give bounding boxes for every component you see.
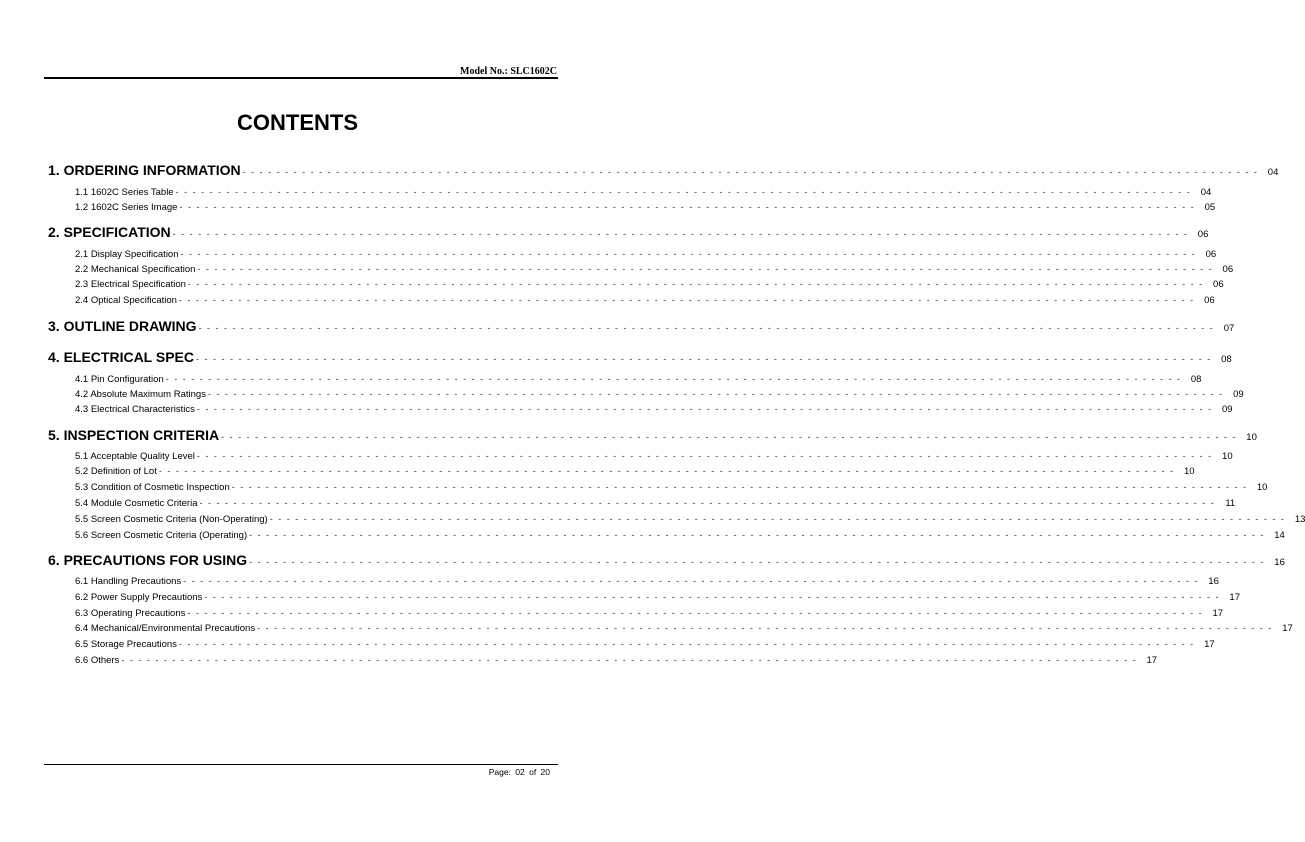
dot-leader: - - - - - - - - - - - - - - - - - - - - - - - - - - - - - - - - - - - - - - - - - - - - - - - - - - - - - - - - - - - - - - - - - - - - - - - - - - - - - - - - - - - - - - - - - - - - - - - - - - - - - - - - - - - - - - - - - - - - - - - - [231, 482, 1248, 492]
toc-entry [75, 295, 1215, 306]
toc-section [48, 162, 1279, 178]
toc-page-number: 04 [1200, 187, 1212, 198]
toc-page-number: 17 [1146, 655, 1158, 666]
dot-leader: - - - - - - - - - - - - - - - - - - - - - - - - - - - - - - - - - - - - - - - - - - - - - - - - - - - - - - - - - - - - - - - - - - - - - - - - - - - - - - - - - - - - - - - - - - - - - - - - - - - - - - - - - - - - - - - - - - - - - - - - [196, 354, 1212, 364]
toc-page-number: 06 [1204, 295, 1215, 306]
toc-page-number: 09 [1233, 389, 1244, 400]
toc-entry [75, 655, 1158, 666]
dot-leader: - - - - - - - - - - - - - - - - - - - - - - - - - - - - - - - - - - - - - - - - - - - - - - - - - - - - - - - - - - - - - - - - - - - - - - - - - - - - - - - - - - - - - - - - - - - - - - - - - - - - - - - - - - - - - - - - - - - - - - - - [249, 557, 1265, 567]
dot-leader: - - - - - - - - - - - - - - - - - - - - - - - - - - - - - - - - - - - - - - - - - - - - - - - - - - - - - - - - - - - - - - - - - - - - - - - - - - - - - - - - - - - - - - - - - - - - - - - - - - - - - - - - - - - - - - - - - - - - - - - - [242, 167, 1259, 177]
dot-leader: - - - - - - - - - - - - - - - - - - - - - - - - - - - - - - - - - - - - - - - - - - - - - - - - - - - - - - - - - - - - - - - - - - - - - - - - - - - - - - - - - - - - - - - - - - - - - - - - - - - - - - - - - - - - - - - - - - - - - - - - [207, 389, 1224, 399]
toc-label: 5.1 Acceptable Quality Level [75, 451, 195, 462]
toc-page-number: 06 [1197, 229, 1209, 240]
footer-rule [44, 764, 558, 765]
toc-label: 4.1 Pin Configuration [75, 374, 164, 385]
toc-label: 3. OUTLINE DRAWING [48, 318, 197, 334]
toc-page-number: 11 [1225, 498, 1236, 509]
dot-leader: - - - - - - - - - - - - - - - - - - - - - - - - - - - - - - - - - - - - - - - - - - - - - - - - - - - - - - - - - - - - - - - - - - - - - - - - - - - - - - - - - - - - - - - - - - - - - - - - - - - - - - - - - - - - - - - - - - - - - - - - [199, 498, 1216, 508]
dot-leader: - - - - - - - - - - - - - - - - - - - - - - - - - - - - - - - - - - - - - - - - - - - - - - - - - - - - - - - - - - - - - - - - - - - - - - - - - - - - - - - - - - - - - - - - - - - - - - - - - - - - - - - - - - - - - - - - - - - - - - - - [257, 623, 1273, 633]
dot-leader: - - - - - - - - - - - - - - - - - - - - - - - - - - - - - - - - - - - - - - - - - - - - - - - - - - - - - - - - - - - - - - - - - - - - - - - - - - - - - - - - - - - - - - - - - - - - - - - - - - - - - - - - - - - - - - - - - - - - - - - - [179, 202, 1196, 212]
toc-label: 4.2 Absolute Maximum Ratings [75, 389, 206, 400]
toc-entry [75, 514, 1305, 525]
toc-label: 4. ELECTRICAL SPEC [48, 349, 194, 365]
toc-section [48, 224, 1209, 240]
toc-label: 5. INSPECTION CRITERIA [48, 427, 220, 443]
toc-label: 6.3 Operating Precautions [75, 608, 186, 619]
toc-label: 2.4 Optical Specification [75, 295, 177, 306]
dot-leader: - - - - - - - - - - - - - - - - - - - - - - - - - - - - - - - - - - - - - - - - - - - - - - - - - - - - - - - - - - - - - - - - - - - - - - - - - - - - - - - - - - - - - - - - - - - - - - - - - - - - - - - - - - - - - - - - - - - - - - - - [178, 295, 1195, 305]
toc-entry [75, 608, 1224, 619]
dot-leader: - - - - - - - - - - - - - - - - - - - - - - - - - - - - - - - - - - - - - - - - - - - - - - - - - - - - - - - - - - - - - - - - - - - - - - - - - - - - - - - - - - - - - - - - - - - - - - - - - - - - - - - - - - - - - - - - - - - - - - - - [172, 229, 1189, 239]
toc-label: 1.1 1602C Series Table [75, 187, 174, 198]
toc-page-number: 14 [1274, 530, 1285, 541]
toc-page-number: 17 [1212, 608, 1224, 619]
toc-label: 2.1 Display Specification [75, 249, 179, 260]
dot-leader: - - - - - - - - - - - - - - - - - - - - - - - - - - - - - - - - - - - - - - - - - - - - - - - - - - - - - - - - - - - - - - - - - - - - - - - - - - - - - - - - - - - - - - - - - - - - - - - - - - - - - - - - - - - - - - - - - - - - - - - - [269, 514, 1286, 524]
toc-label: 5.4 Module Cosmetic Criteria [75, 498, 198, 509]
toc-section [48, 552, 1285, 568]
toc-label: 5.5 Screen Cosmetic Criteria (Non-Operating) [75, 514, 268, 525]
toc-label: 1. ORDERING INFORMATION [48, 162, 241, 178]
toc-label: 1.2 1602C Series Image [75, 202, 178, 213]
toc-entry [75, 404, 1233, 415]
toc-label: 6.4 Mechanical/Environmental Precautions [75, 623, 256, 634]
dot-leader: - - - - - - - - - - - - - - - - - - - - - - - - - - - - - - - - - - - - - - - - - - - - - - - - - - - - - - - - - - - - - - - - - - - - - - - - - - - - - - - - - - - - - - - - - - - - - - - - - - - - - - - - - - - - - - - - - - - - - - - - [187, 279, 1204, 289]
toc-entry [75, 187, 1212, 198]
model-number: Model No.: SLC1602C [460, 66, 557, 77]
toc-entry [75, 249, 1217, 260]
toc-page-number: 06 [1205, 249, 1217, 260]
toc-label: 5.6 Screen Cosmetic Criteria (Operating) [75, 530, 248, 541]
toc-label: 2.2 Mechanical Specification [75, 264, 196, 275]
toc-label: 4.3 Electrical Characteristics [75, 404, 195, 415]
dot-leader: - - - - - - - - - - - - - - - - - - - - - - - - - - - - - - - - - - - - - - - - - - - - - - - - - - - - - - - - - - - - - - - - - - - - - - - - - - - - - - - - - - - - - - - - - - - - - - - - - - - - - - - - - - - - - - - - - - - - - - - - [198, 323, 1215, 333]
toc-page-number: 13 [1294, 514, 1305, 525]
toc-page-number: 05 [1204, 202, 1216, 213]
toc-entry [75, 498, 1236, 509]
toc-section [48, 318, 1235, 334]
toc-page-number: 17 [1282, 623, 1293, 634]
toc-page-number: 10 [1256, 482, 1268, 493]
toc-page-number: 06 [1222, 264, 1234, 275]
dot-leader: - - - - - - - - - - - - - - - - - - - - - - - - - - - - - - - - - - - - - - - - - - - - - - - - - - - - - - - - - - - - - - - - - - - - - - - - - - - - - - - - - - - - - - - - - - - - - - - - - - - - - - - - - - - - - - - - - - - - - - - - [187, 608, 1204, 618]
toc-entry [75, 264, 1234, 275]
toc-entry [75, 389, 1244, 400]
toc-entry [75, 202, 1216, 213]
toc-entry [75, 623, 1293, 634]
toc-entry [75, 279, 1224, 290]
toc-page-number: 10 [1184, 466, 1195, 477]
toc-label: 6.6 Others [75, 655, 120, 666]
dot-leader: - - - - - - - - - - - - - - - - - - - - - - - - - - - - - - - - - - - - - - - - - - - - - - - - - - - - - - - - - - - - - - - - - - - - - - - - - - - - - - - - - - - - - - - - - - - - - - - - - - - - - - - - - - - - - - - - - - - - - - - - [178, 639, 1195, 649]
dot-leader: - - - - - - - - - - - - - - - - - - - - - - - - - - - - - - - - - - - - - - - - - - - - - - - - - - - - - - - - - - - - - - - - - - - - - - - - - - - - - - - - - - - - - - - - - - - - - - - - - - - - - - - - - - - - - - - - - - - - - - - - [249, 530, 1265, 540]
toc-label: 6.5 Storage Precautions [75, 639, 177, 650]
dot-leader: - - - - - - - - - - - - - - - - - - - - - - - - - - - - - - - - - - - - - - - - - - - - - - - - - - - - - - - - - - - - - - - - - - - - - - - - - - - - - - - - - - - - - - - - - - - - - - - - - - - - - - - - - - - - - - - - - - - - - - - - [183, 576, 1199, 586]
toc-page-number: 10 [1246, 432, 1257, 443]
dot-leader: - - - - - - - - - - - - - - - - - - - - - - - - - - - - - - - - - - - - - - - - - - - - - - - - - - - - - - - - - - - - - - - - - - - - - - - - - - - - - - - - - - - - - - - - - - - - - - - - - - - - - - - - - - - - - - - - - - - - - - - - [180, 249, 1197, 259]
toc-entry [75, 592, 1240, 603]
dot-leader: - - - - - - - - - - - - - - - - - - - - - - - - - - - - - - - - - - - - - - - - - - - - - - - - - - - - - - - - - - - - - - - - - - - - - - - - - - - - - - - - - - - - - - - - - - - - - - - - - - - - - - - - - - - - - - - - - - - - - - - - [175, 187, 1192, 197]
toc-page-number: 09 [1222, 404, 1233, 415]
dot-leader: - - - - - - - - - - - - - - - - - - - - - - - - - - - - - - - - - - - - - - - - - - - - - - - - - - - - - - - - - - - - - - - - - - - - - - - - - - - - - - - - - - - - - - - - - - - - - - - - - - - - - - - - - - - - - - - - - - - - - - - - [197, 264, 1214, 274]
toc-label: 2.3 Electrical Specification [75, 279, 186, 290]
toc-entry [75, 576, 1219, 587]
dot-leader: - - - - - - - - - - - - - - - - - - - - - - - - - - - - - - - - - - - - - - - - - - - - - - - - - - - - - - - - - - - - - - - - - - - - - - - - - - - - - - - - - - - - - - - - - - - - - - - - - - - - - - - - - - - - - - - - - - - - - - - - [221, 432, 1237, 442]
toc-section [48, 427, 1257, 443]
page-number: Page: 02 of 20 [488, 767, 550, 777]
toc-label: 2. SPECIFICATION [48, 224, 171, 240]
toc-page-number: 16 [1274, 557, 1285, 568]
toc-label: 6.1 Handling Precautions [75, 576, 182, 587]
toc-section [48, 349, 1232, 365]
header-rule [44, 77, 558, 79]
dot-leader: - - - - - - - - - - - - - - - - - - - - - - - - - - - - - - - - - - - - - - - - - - - - - - - - - - - - - - - - - - - - - - - - - - - - - - - - - - - - - - - - - - - - - - - - - - - - - - - - - - - - - - - - - - - - - - - - - - - - - - - - [165, 374, 1182, 384]
dot-leader: - - - - - - - - - - - - - - - - - - - - - - - - - - - - - - - - - - - - - - - - - - - - - - - - - - - - - - - - - - - - - - - - - - - - - - - - - - - - - - - - - - - - - - - - - - - - - - - - - - - - - - - - - - - - - - - - - - - - - - - - [196, 451, 1213, 461]
toc-entry [75, 466, 1195, 477]
toc-page-number: 17 [1229, 592, 1240, 603]
toc-page-number: 07 [1223, 323, 1235, 334]
dot-leader: - - - - - - - - - - - - - - - - - - - - - - - - - - - - - - - - - - - - - - - - - - - - - - - - - - - - - - - - - - - - - - - - - - - - - - - - - - - - - - - - - - - - - - - - - - - - - - - - - - - - - - - - - - - - - - - - - - - - - - - - [196, 404, 1213, 414]
toc-entry [75, 451, 1233, 462]
toc-page-number: 06 [1213, 279, 1224, 290]
toc-entry [75, 530, 1285, 541]
page-title: CONTENTS [237, 110, 358, 135]
toc-label: 5.3 Condition of Cosmetic Inspection [75, 482, 230, 493]
toc-label: 6.2 Power Supply Precautions [75, 592, 203, 603]
dot-leader: - - - - - - - - - - - - - - - - - - - - - - - - - - - - - - - - - - - - - - - - - - - - - - - - - - - - - - - - - - - - - - - - - - - - - - - - - - - - - - - - - - - - - - - - - - - - - - - - - - - - - - - - - - - - - - - - - - - - - - - - [158, 466, 1175, 476]
dot-leader: - - - - - - - - - - - - - - - - - - - - - - - - - - - - - - - - - - - - - - - - - - - - - - - - - - - - - - - - - - - - - - - - - - - - - - - - - - - - - - - - - - - - - - - - - - - - - - - - - - - - - - - - - - - - - - - - - - - - - - - - [121, 655, 1138, 665]
dot-leader: - - - - - - - - - - - - - - - - - - - - - - - - - - - - - - - - - - - - - - - - - - - - - - - - - - - - - - - - - - - - - - - - - - - - - - - - - - - - - - - - - - - - - - - - - - - - - - - - - - - - - - - - - - - - - - - - - - - - - - - - [204, 592, 1220, 602]
toc-page-number: 08 [1190, 374, 1202, 385]
toc-page-number: 16 [1208, 576, 1219, 587]
toc-label: 6. PRECAUTIONS FOR USING [48, 552, 248, 568]
toc-page-number: 10 [1222, 451, 1233, 462]
toc-entry [75, 374, 1202, 385]
toc-entry [75, 482, 1268, 493]
toc-page-number: 17 [1204, 639, 1215, 650]
toc-label: 5.2 Definition of Lot [75, 466, 157, 477]
toc-page-number: 08 [1221, 354, 1232, 365]
toc-entry [75, 639, 1215, 650]
toc-page-number: 04 [1267, 167, 1279, 178]
